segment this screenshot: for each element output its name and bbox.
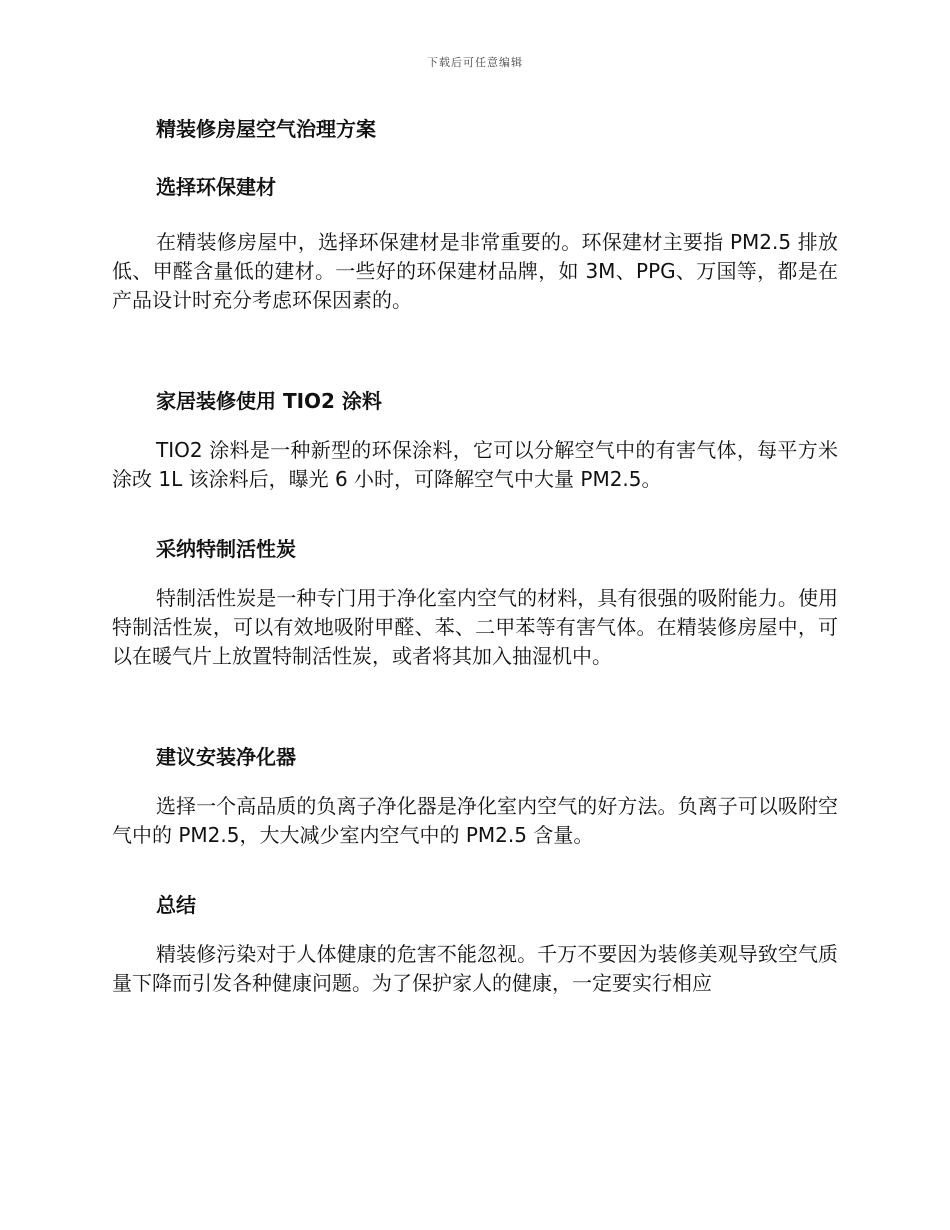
paragraph-text: 在精装修房屋中，选择环保建材是非常重要的。环保建材主要指 PM2.5 排放低、甲醛含量低的建材。一些好的环保建材品牌，如 3M、PPG、万国等，都是在产品设计时充分考虑环保因素的。: [112, 230, 838, 312]
section-heading: 总结: [156, 893, 196, 917]
section-heading: 选择环保建材: [156, 175, 276, 199]
section-paragraph: [112, 792, 838, 878]
header-note: 下载后可任意编辑: [427, 56, 523, 69]
document-body: [112, 112, 838, 1008]
section-paragraph: [112, 436, 838, 522]
section-heading: 采纳特制活性炭: [156, 537, 296, 561]
section-heading: 建议安装净化器: [156, 745, 296, 769]
paragraph-text: 精装修污染对于人体健康的危害不能忽视。千万不要因为装修美观导致空气质量下降而引发各种健康问题。为了保护家人的健康，一定要实行相应: [112, 942, 838, 995]
section-paragraph: [112, 940, 838, 998]
section-paragraph: [112, 584, 838, 730]
document-title: 精装修房屋空气治理方案: [156, 117, 376, 141]
section-heading: 家居装修使用 TIO2 涂料: [156, 389, 382, 413]
section-paragraph: [112, 228, 838, 374]
paragraph-text: 选择一个高品质的负离子净化器是净化室内空气的好方法。负离子可以吸附空气中的 PM2.5，大大减少室内空气中的 PM2.5 含量。: [112, 794, 838, 847]
paragraph-text: 特制活性炭是一种专门用于净化室内空气的材料，具有很强的吸附能力。使用特制活性炭，可以有效地吸附甲醛、苯、二甲苯等有害气体。在精装修房屋中，可以在暖气片上放置特制活性炭，或者将其加入抽湿机中。: [112, 586, 838, 668]
paragraph-text: TIO2 涂料是一种新型的环保涂料，它可以分解空气中的有害气体，每平方米涂改 1L 该涂料后，曝光 6 小时，可降解空气中大量 PM2.5。: [112, 438, 838, 491]
